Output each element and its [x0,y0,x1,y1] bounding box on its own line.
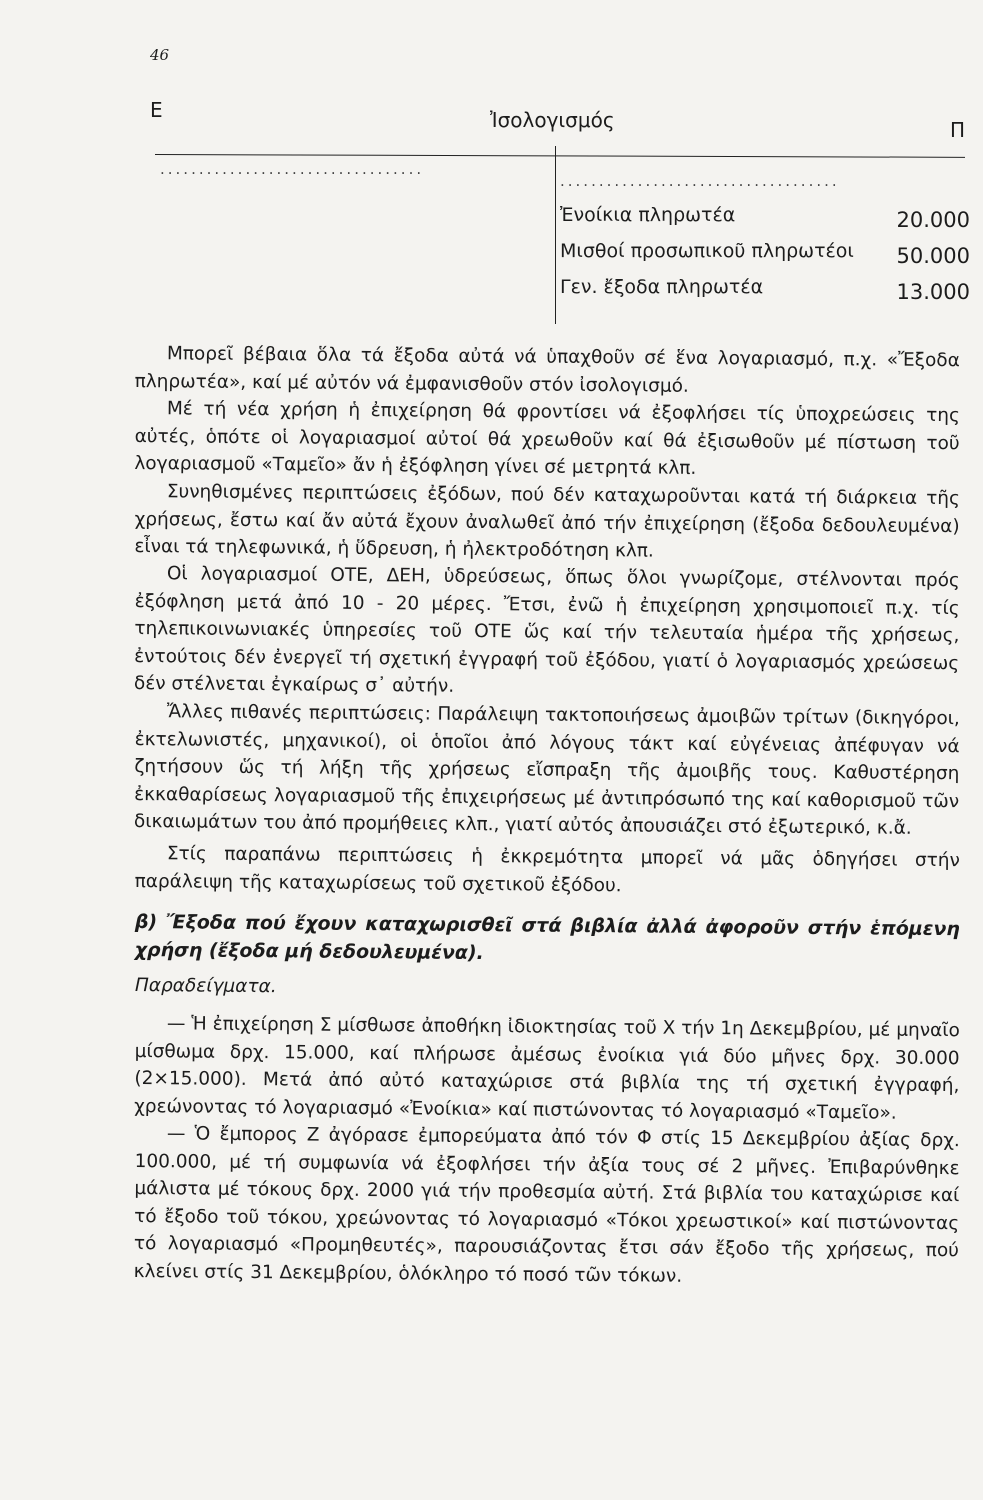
liabilities-label: Π [949,118,965,142]
paragraph: Μέ τή νέα χρήση ἡ ἐπιχείρηση θά φροντίσει νά ἐξοφλήσει τίς ὑποχρεώσεις της αὐτές, ὁπότε οἱ λογαριασμοί αὐτοί θά χρεωθοῦν καί θά ἐξισωθοῦν μέ πίστωση τοῦ λογαριασμοῦ «Ταμεῖο» ἄν ἡ ἐξόφληση γίνει σέ μετρητά κλπ. [134,398,960,479]
paragraph: Συνηθισμένες περιπτώσεις ἐξόδων, πού δέν καταχωροῦνται κατά τή διάρκεια τῆς χρήσεως, ἔστω καί ἄν αὐτά ἔχουν ἀναλωθεῖ ἀπό τήν ἐπιχείρηση (ἔξοδα δεδουλευμένα) εἶναι τά τηλεφωνικά, ἡ ὕδρευση, ἡ ἠλεκτροδότηση κλπ. [134,480,960,562]
examples-subheading: Παραδείγματα. [134,974,277,998]
section-heading: β) Ἔξοδα πού ἔχουν καταχωρισθεῖ στά βιβλία ἀλλά ἀφοροῦν στήν ἑπόμενη χρήση (ἔξοδα μή δεδουλευμένα). [134,910,960,964]
example-paragraph: — Ἡ ἐπιχείρηση Σ μίσθωσε ἀποθήκη ἰδιοκτησίας τοῦ Χ τήν 1η Δεκεμβρίου, μέ μηναῖο μίσθωμα δρχ. 15.000, καί πλήρωσε ἀμέσως ἐνοίκια γιά δύο μῆνες δρχ. 30.000 (2×15.000). Μετά ἀπό αὐτό καταχώρισε στά βιβλία της τή σχετική ἐγγραφή, χρεώνοντας τό λογαριασμό «Ἐνοίκια» καί πιστώνοντας τό λογαριασμό «Ταμεῖο». [134,1012,960,1123]
balance-horizontal-rule [155,154,965,158]
liability-name: Μισθοί προσωπικοῦ πληρωτέοι [560,240,854,262]
paragraph: Οἱ λογαριασμοί ΟΤΕ, ΔΕΗ, ὑδρεύσεως, ὅπως ὅλοι γνωρίζομε, στέλνονται πρός ἐξόφληση μετά ἀπό 10 - 20 μέρες. Ἔτσι, ἐνῶ ἡ ἐπιχείρηση χρησιμοποιεῖ π.χ. τίς τηλεπικοινωνιακές ὑπηρεσίες τοῦ ΟΤΕ ὥς καί τήν τελευταία ἡμέρα τῆς χρήσεως, ἐντούτοις δέν ἐνεργεῖ τή σχετική ἐγγραφή τοῦ ἐξόδου, γιατί ὁ λογαριασμός χρεώσεως δέν στέλνεται ἐγκαίρως σ᾽ αὐτήν. [133,563,960,697]
liability-name: Ἐνοίκια πληρωτέα [560,204,736,226]
page-number: 46 [150,46,170,64]
paragraph: Ἄλλες πιθανές περιπτώσεις: Παράλειψη τακτοποιήσεως ἀμοιβῶν τρίτων (δικηγόροι, ἐκτελωνιστές, μηχανικοί), οἱ ὁποῖοι ἀπό λόγους τάκτ καί εὐγένειας ἀπέφυγαν νά ζητήσουν ὥς τή λήξη τῆς χρήσεως εἴσπραξη τῆς ἀμοιβῆς τους. Καθυστέρηση ἐκκαθαρίσεως λογαριασμοῦ τῆς ἐπιχειρήσεως μέ ἀντιπρόσωπό της καί καθορισμοῦ τῶν δικαιωμάτων του ἀπό προμήθειες κλπ., γιατί αὐτός ἀπουσιάζει στό ἐξωτερικό, κ.ἄ. [133,700,960,839]
paragraph: Στίς παραπάνω περιπτώσεις ἡ ἐκκρεμότητα μπορεῖ νά μᾶς ὁδηγήσει στήν παράλειψη τῆς καταχωρίσεως τοῦ σχετικοῦ ἐξόδου. [134,843,960,896]
example-paragraph: — Ὁ ἔμπορος Ζ ἀγόρασε ἐμπορεύματα ἀπό τόν Φ στίς 15 Δεκεμβρίου ἀξίας δρχ. 100.000, μέ τή συμφωνία νά ἐξοφλήσει τήν ἀξία τους σέ 2 μῆνες. Ἐπιβαρύνθηκε μάλιστα μέ τόκους δρχ. 2000 γιά τήν προθεσμία αὐτή. Στά βιβλία του καταχώρισε καί τό ἔξοδο τοῦ τόκου, χρεώνοντας τό λογαριασμό «Τόκοι χρεωστικοί» καί πιστώνοντας τό λογαριασμό «Προμηθευτές», παρουσιάζοντας ἔτσι σάν ἔξοδο τῆς χρήσεως, πού κλείνει στίς 31 Δεκεμβρίου, ὁλόκληρο τό ποσό τῶν τόκων. [133,1122,960,1286]
balance-vertical-rule [555,146,556,324]
liabilities-placeholder-dots: .................................... [560,172,840,190]
liability-name: Γεν. ἔξοδα πληρωτέα [560,276,764,298]
assets-placeholder-dots: .................................. [160,160,425,178]
body-text [135,340,960,1285]
liability-amount: 20.000 [896,208,970,232]
balance-title: Ἰσολογισμός [490,108,615,132]
liability-amount: 50.000 [896,244,970,268]
assets-label: Ε [150,98,163,122]
liability-amount: 13.000 [896,280,970,304]
balance-sheet [130,90,970,330]
paragraph: Μπορεῖ βέβαια ὅλα τά ἔξοδα αὐτά νά ὑπαχθοῦν σέ ἕνα λογαριασμό, π.χ. «Ἔξοδα πληρωτέα», καί μέ αὐτόν νά ἐμφανισθοῦν στόν ἰσολογισμό. [134,343,960,397]
